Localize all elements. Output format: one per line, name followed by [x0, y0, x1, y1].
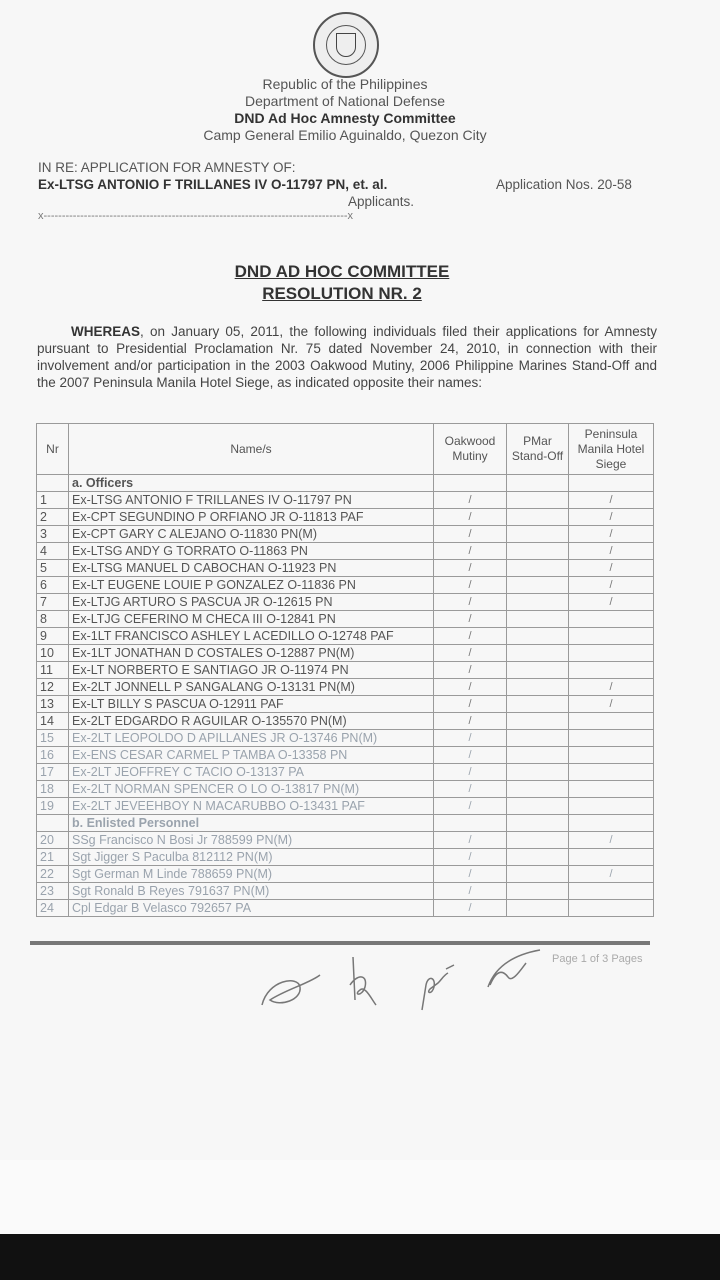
row-number: 13	[37, 696, 69, 713]
oakwood-mark: /	[434, 798, 507, 815]
pmar-mark	[507, 560, 569, 577]
row-number: 22	[37, 866, 69, 883]
row-name: Ex-LT EUGENE LOUIE P GONZALEZ O-11836 PN	[69, 577, 434, 594]
peninsula-mark: /	[569, 509, 654, 526]
row-number: 19	[37, 798, 69, 815]
row-number: 14	[37, 713, 69, 730]
section-cell	[434, 475, 507, 492]
peninsula-mark	[569, 611, 654, 628]
section-cell	[569, 815, 654, 832]
peninsula-mark: /	[569, 560, 654, 577]
pmar-mark	[507, 832, 569, 849]
pmar-mark	[507, 492, 569, 509]
row-name: Ex-CPT GARY C ALEJANO O-11830 PN(M)	[69, 526, 434, 543]
row-name: Ex-2LT LEOPOLDO D APILLANES JR O-13746 PN(M)	[69, 730, 434, 747]
title-line-2: RESOLUTION NR. 2	[262, 284, 422, 303]
table-row	[37, 509, 654, 526]
row-name: Ex-2LT JEVEEHBOY N MACARUBBO O-13431 PAF	[69, 798, 434, 815]
row-name: Sgt Jigger S Paculba 812112 PN(M)	[69, 849, 434, 866]
peninsula-mark	[569, 798, 654, 815]
pmar-mark	[507, 645, 569, 662]
pmar-mark	[507, 747, 569, 764]
table-row	[37, 543, 654, 560]
table-row	[37, 747, 654, 764]
pmar-mark	[507, 543, 569, 560]
oakwood-mark: /	[434, 577, 507, 594]
pmar-mark	[507, 526, 569, 543]
table-row	[37, 679, 654, 696]
peninsula-mark	[569, 730, 654, 747]
oakwood-mark: /	[434, 900, 507, 917]
row-number: 20	[37, 832, 69, 849]
applicants-table	[36, 423, 654, 917]
peninsula-mark: /	[569, 526, 654, 543]
dnd-seal-icon	[313, 12, 379, 78]
pmar-mark	[507, 849, 569, 866]
page-indicator: Page 1 of 3 Pages	[552, 953, 643, 965]
table-row	[37, 832, 654, 849]
title-line-1: DND AD HOC COMMITTEE	[234, 262, 450, 281]
peninsula-mark	[569, 781, 654, 798]
row-name: Sgt Ronald B Reyes 791637 PN(M)	[69, 883, 434, 900]
row-name: Ex-LTSG ANDY G TORRATO O-11863 PN	[69, 543, 434, 560]
table-row	[37, 560, 654, 577]
row-number: 5	[37, 560, 69, 577]
row-number: 16	[37, 747, 69, 764]
peninsula-mark: /	[569, 832, 654, 849]
row-number: 11	[37, 662, 69, 679]
whereas-body: , on January 05, 2011, the following individuals filed their applications for Amnesty pursuant to Presidential Proclamation Nr. 75 dated November 24, 2010, in connection with their involvement and/or participation in the 2003 Oakwood Mutiny, 2006 Philippine Marines Stand-Off and the 2007 Peninsula Manila Hotel Siege, as indicated opposite their names:	[37, 324, 657, 390]
oakwood-mark: /	[434, 492, 507, 509]
applicant-line: Ex-LTSG ANTONIO F TRILLANES IV O-11797 PN, et. al.	[38, 177, 388, 192]
oakwood-mark: /	[434, 730, 507, 747]
row-name: Ex-LT NORBERTO E SANTIAGO JR O-11974 PN	[69, 662, 434, 679]
oakwood-mark: /	[434, 628, 507, 645]
section-cell	[434, 815, 507, 832]
peninsula-mark: /	[569, 866, 654, 883]
oakwood-mark: /	[434, 747, 507, 764]
applicants-label: Applicants.	[348, 194, 415, 209]
row-number: 18	[37, 781, 69, 798]
table-row	[37, 849, 654, 866]
table-row	[37, 798, 654, 815]
peninsula-mark: /	[569, 543, 654, 560]
row-number: 3	[37, 526, 69, 543]
row-name: Ex-1LT FRANCISCO ASHLEY L ACEDILLO O-12748 PAF	[69, 628, 434, 645]
pmar-mark	[507, 764, 569, 781]
row-name: Ex-2LT EDGARDO R AGUILAR O-135570 PN(M)	[69, 713, 434, 730]
oakwood-mark: /	[434, 645, 507, 662]
signature-icon	[250, 945, 550, 1015]
pmar-mark	[507, 509, 569, 526]
peninsula-mark	[569, 747, 654, 764]
peninsula-mark: /	[569, 577, 654, 594]
peninsula-mark: /	[569, 492, 654, 509]
pmar-mark	[507, 781, 569, 798]
caption-divider: x-----------------------------------------------------------------------------------x	[38, 210, 354, 222]
pmar-mark	[507, 594, 569, 611]
row-number: 8	[37, 611, 69, 628]
row-name: Ex-LTJG CEFERINO M CHECA III O-12841 PN	[69, 611, 434, 628]
oakwood-mark: /	[434, 713, 507, 730]
table-row	[37, 866, 654, 883]
in-re-line: IN RE: APPLICATION FOR AMNESTY OF:	[38, 160, 296, 175]
table-row	[37, 781, 654, 798]
section-nr	[37, 475, 69, 492]
section-cell	[507, 475, 569, 492]
pmar-mark	[507, 866, 569, 883]
oakwood-mark: /	[434, 849, 507, 866]
peninsula-mark	[569, 883, 654, 900]
table-row	[37, 628, 654, 645]
oakwood-mark: /	[434, 696, 507, 713]
row-number: 21	[37, 849, 69, 866]
oakwood-mark: /	[434, 611, 507, 628]
section-row	[37, 815, 654, 832]
header-committee: DND Ad Hoc Amnesty Committee	[234, 110, 456, 126]
oakwood-mark: /	[434, 781, 507, 798]
row-name: Ex-2LT JEOFFREY C TACIO O-13137 PA	[69, 764, 434, 781]
pmar-mark	[507, 798, 569, 815]
row-name: Ex-2LT JONNELL P SANGALANG O-13131 PN(M)	[69, 679, 434, 696]
table-row	[37, 645, 654, 662]
oakwood-mark: /	[434, 764, 507, 781]
row-name: Sgt German M Linde 788659 PN(M)	[69, 866, 434, 883]
pmar-mark	[507, 611, 569, 628]
row-number: 15	[37, 730, 69, 747]
table-row	[37, 662, 654, 679]
table-row	[37, 526, 654, 543]
row-name: Ex-LTJG ARTURO S PASCUA JR O-12615 PN	[69, 594, 434, 611]
oakwood-mark: /	[434, 883, 507, 900]
row-name: Ex-LTSG MANUEL D CABOCHAN O-11923 PN	[69, 560, 434, 577]
table-row	[37, 883, 654, 900]
row-name: Ex-1LT JONATHAN D COSTALES O-12887 PN(M)	[69, 645, 434, 662]
section-label: b. Enlisted Personnel	[69, 815, 434, 832]
peninsula-mark: /	[569, 594, 654, 611]
peninsula-mark	[569, 645, 654, 662]
pmar-mark	[507, 662, 569, 679]
pmar-mark	[507, 713, 569, 730]
row-number: 1	[37, 492, 69, 509]
row-number: 10	[37, 645, 69, 662]
row-number: 7	[37, 594, 69, 611]
header-address: Camp General Emilio Aguinaldo, Quezon City	[203, 127, 487, 143]
section-label: a. Officers	[69, 475, 434, 492]
row-number: 4	[37, 543, 69, 560]
table-row	[37, 764, 654, 781]
pmar-mark	[507, 628, 569, 645]
oakwood-mark: /	[434, 866, 507, 883]
oakwood-mark: /	[434, 679, 507, 696]
oakwood-mark: /	[434, 543, 507, 560]
row-name: Ex-CPT SEGUNDINO P ORFIANO JR O-11813 PAF	[69, 509, 434, 526]
header-nr: Nr	[37, 424, 69, 475]
row-number: 24	[37, 900, 69, 917]
oakwood-mark: /	[434, 509, 507, 526]
header-department: Department of National Defense	[245, 93, 445, 109]
peninsula-mark	[569, 849, 654, 866]
row-number: 2	[37, 509, 69, 526]
whereas-paragraph	[37, 323, 657, 391]
header-peninsula: Peninsula Manila Hotel Siege	[569, 424, 654, 475]
table-row	[37, 696, 654, 713]
table-row	[37, 900, 654, 917]
row-name: SSg Francisco N Bosi Jr 788599 PN(M)	[69, 832, 434, 849]
peninsula-mark: /	[569, 679, 654, 696]
section-nr	[37, 815, 69, 832]
oakwood-mark: /	[434, 560, 507, 577]
row-number: 17	[37, 764, 69, 781]
section-row	[37, 475, 654, 492]
row-number: 12	[37, 679, 69, 696]
header-names: Name/s	[69, 424, 434, 475]
peninsula-mark	[569, 628, 654, 645]
row-name: Ex-LT BILLY S PASCUA O-12911 PAF	[69, 696, 434, 713]
table-row	[37, 492, 654, 509]
table-row	[37, 713, 654, 730]
oakwood-mark: /	[434, 594, 507, 611]
pmar-mark	[507, 577, 569, 594]
oakwood-mark: /	[434, 526, 507, 543]
table-row	[37, 611, 654, 628]
header-oakwood: Oakwood Mutiny	[434, 424, 507, 475]
oakwood-mark: /	[434, 832, 507, 849]
peninsula-mark	[569, 662, 654, 679]
row-name: Ex-2LT NORMAN SPENCER O LO O-13817 PN(M)	[69, 781, 434, 798]
row-name: Cpl Edgar B Velasco 792657 PA	[69, 900, 434, 917]
pmar-mark	[507, 883, 569, 900]
peninsula-mark	[569, 713, 654, 730]
header-republic: Republic of the Philippines	[262, 76, 428, 92]
table-row	[37, 594, 654, 611]
peninsula-mark: /	[569, 696, 654, 713]
oakwood-mark: /	[434, 662, 507, 679]
pmar-mark	[507, 730, 569, 747]
peninsula-mark	[569, 900, 654, 917]
application-numbers: Application Nos. 20-58	[496, 177, 632, 192]
pmar-mark	[507, 900, 569, 917]
whereas-lead: WHEREAS	[71, 324, 141, 339]
row-number: 6	[37, 577, 69, 594]
row-name: Ex-LTSG ANTONIO F TRILLANES IV O-11797 PN	[69, 492, 434, 509]
table-row	[37, 577, 654, 594]
pmar-mark	[507, 679, 569, 696]
navigation-bar	[0, 1234, 720, 1280]
peninsula-mark	[569, 764, 654, 781]
section-cell	[507, 815, 569, 832]
header-pmar: PMar Stand-Off	[507, 424, 569, 475]
row-number: 23	[37, 883, 69, 900]
row-number: 9	[37, 628, 69, 645]
pmar-mark	[507, 696, 569, 713]
row-name: Ex-ENS CESAR CARMEL P TAMBA O-13358 PN	[69, 747, 434, 764]
section-cell	[569, 475, 654, 492]
table-row	[37, 730, 654, 747]
